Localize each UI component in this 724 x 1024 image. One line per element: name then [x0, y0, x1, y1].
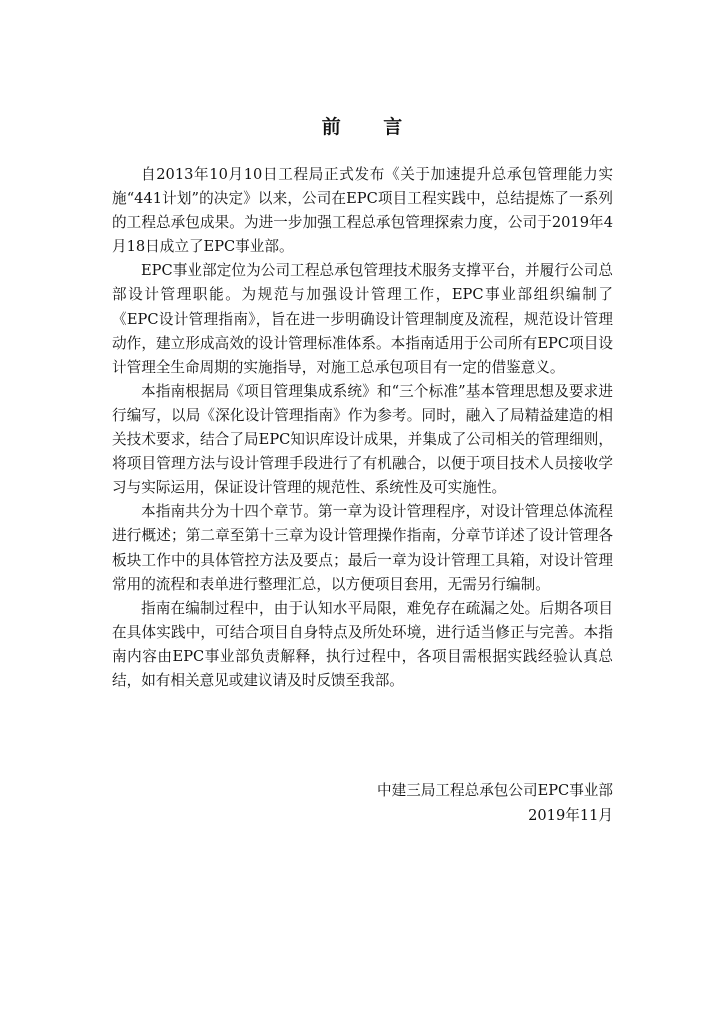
preface-body	[112, 163, 613, 693]
paragraph: 本指南根据局《项目管理集成系统》和“三个标准”基本管理思想及要求进行编写，以局《深化设计管理指南》作为参考。同时，融入了局精益建造的相关技术要求，结合了局EPC知识库设计成果，并集成了公司相关的管理细则，将项目管理方法与设计管理手段进行了有机融合，以便于项目技术人员接收学习与实际运用，保证设计管理的规范性、系统性及可实施性。	[112, 382, 613, 497]
paragraph: 自2013年10月10日工程局正式发布《关于加速提升总承包管理能力实施“441计划”的决定》以来，公司在EPC项目工程实践中，总结提炼了一系列的工程总承包成果。为进一步加强工程总承包管理探索力度，公司于2019年4月18日成立了EPC事业部。	[112, 166, 613, 256]
page-title: 前 言	[321, 116, 421, 138]
paragraph: EPC事业部定位为公司工程总承包管理技术服务支撑平台，并履行公司总部设计管理职能。为规范与加强设计管理工作，EPC事业部组织编制了《EPC设计管理指南》，旨在进一步明确设计管理制度及流程，规范设计管理动作，建立形成高效的设计管理标准体系。本指南适用于公司所有EPC项目设计管理全生命周期的实施指导，对施工总承包项目有一定的借鉴意义。	[112, 262, 613, 376]
signature-organization: 中建三局工程总承包公司EPC事业部	[377, 782, 613, 799]
paragraph: 本指南共分为十四个章节。第一章为设计管理程序，对设计管理总体流程进行概述；第二章至第十三章为设计管理操作指南，分章节详述了设计管理各板块工作中的具体管控方法及要点；最后一章为设计管理工具箱，对设计管理常用的流程和表单进行整理汇总，以方便项目套用，无需另行编制。	[112, 503, 613, 593]
paragraph: 指南在编制过程中，由于认知水平局限，难免存在疏漏之处。后期各项目在具体实践中，可结合项目自身特点及所处环境，进行适当修正与完善。本指南内容由EPC事业部负责解释，执行过程中，各项目需根据实践经验认真总结，如有相关意见或建议请及时反馈至我部。	[112, 599, 613, 689]
signature-block	[377, 778, 613, 828]
signature-date: 2019年11月	[528, 807, 613, 824]
